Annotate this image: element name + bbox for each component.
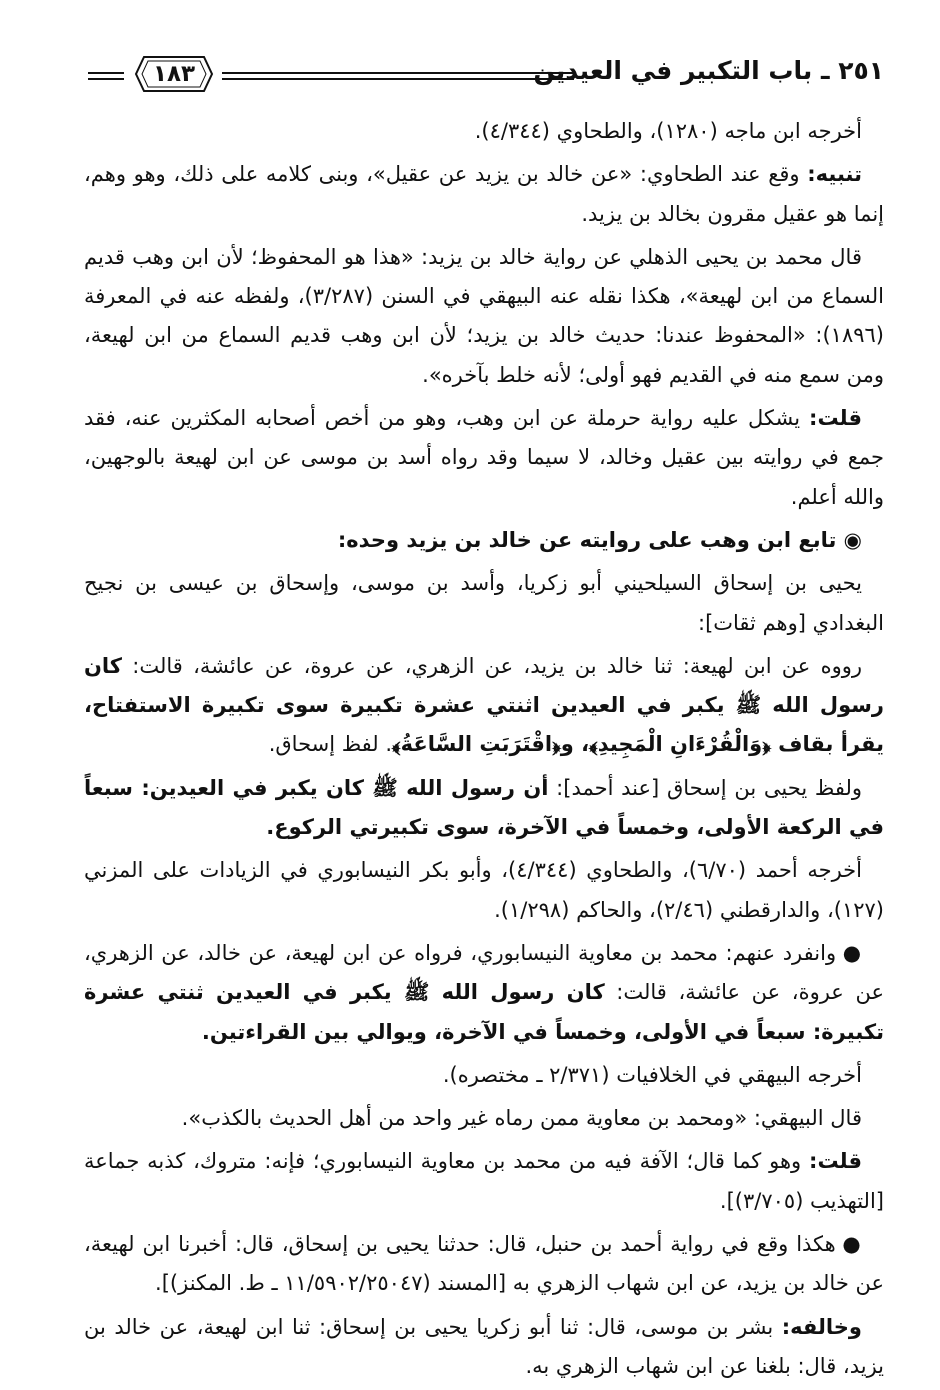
chapter-title: ٢٥١ ـ باب التكبير في العيدين <box>533 56 884 85</box>
paragraph-label: قلت: <box>809 1149 862 1174</box>
paragraph-text: أخرجه أحمد (٦/٧٠)، والطحاوي (٤/٣٤٤)، وأبو بكر النيسابوري في الزيادات على المزني (١٢٧)، والدارقطني (٢/٤٦)، والحاكم (١/٢٩٨). <box>84 858 884 922</box>
paragraph-text: قال محمد بن يحيى الذهلي عن رواية خالد بن يزيد: «هذا هو المحفوظ؛ لأن ابن وهب قديم السماع من ابن لهيعة»، هكذا نقله عنه البيهقي في السنن (٣/٢٨٧)، ولفظه عنه في المعرفة (١٨٩٦): «المحفوظ عندنا: حديث خالد بن يزيد؛ لأن ابن وهب قديم السماع من ابن لهيعة، ومن سمع منه في القديم فهو أولى؛ لأنه خلط بآخره». <box>84 244 884 387</box>
page-number: ١٨٣ <box>152 61 196 87</box>
page-number-badge <box>134 55 214 93</box>
paragraph-label: تنبيه: <box>807 162 862 187</box>
paragraph-text: وهو كما قال؛ الآفة فيه من محمد بن معاوية النيسابوري؛ فإنه: متروك، كذبه جماعة [التهذيب (٣/٧٠٥)]. <box>84 1149 884 1213</box>
paragraph <box>84 399 884 517</box>
hadith-text: كان رسول الله ﷺ يكبر في العيدين اثنتي عشرة تكبيرة سوى تكبيرة الاستفتاح، يقرأ بقاف ﴿وَالْقُرْءَانِ الْمَجِيدِ﴾، و﴿اقْتَرَبَتِ السَّاعَةُ﴾ <box>84 653 884 757</box>
header-rule-right-top <box>222 72 574 74</box>
paragraph <box>84 1056 884 1095</box>
bullet-icon: ● <box>842 1232 863 1257</box>
paragraph-text: . لفظ إسحاق. <box>268 732 393 757</box>
paragraph <box>84 769 884 848</box>
hadith-text: أن رسول الله ﷺ كان يكبر في العيدين: سبعاً في الركعة الأولى، وخمساً في الآخرة، سوى تكبيرتي الركوع. <box>84 775 884 840</box>
paragraph-text: يحيى بن إسحاق السيلحيني أبو زكريا، وأسد بن موسى، وإسحاق بن عيسى بن نجيح البغدادي [وهم ثقات]: <box>84 571 884 635</box>
bullet-icon: ● <box>842 940 862 965</box>
page-body <box>84 112 884 1390</box>
paragraph-text: ولفظ يحيى بن إسحاق [عند أحمد]: <box>548 775 862 800</box>
paragraph <box>84 155 884 234</box>
paragraph <box>84 934 884 1052</box>
paragraph <box>84 647 884 765</box>
paragraph-text: رووه عن ابن لهيعة: ثنا خالد بن يزيد، عن الزهري، عن عروة، عن عائشة، قالت: <box>122 653 862 678</box>
paragraph <box>84 521 884 560</box>
paragraph <box>84 1308 884 1387</box>
paragraph-text: هكذا وقع في رواية أحمد بن حنبل، قال: حدثنا يحيى بن إسحاق، قال: أخبرنا ابن لهيعة، عن خالد بن يزيد، عن ابن شهاب الزهري به [المسند (١١/٥٩٠٢/٢٥٠٤٧ ـ ط. المكنز)]. <box>84 1232 884 1296</box>
paragraph <box>84 112 884 151</box>
paragraph-text: أخرجه البيهقي في الخلافيات (٢/٣٧١ ـ مختصره). <box>442 1062 862 1087</box>
hadith-text: كان رسول الله ﷺ يكبر في العيدين ثنتي عشرة تكبيرة: سبعاً في الأولى، وخمساً في الآخرة، ويوالي بين القراءتين. <box>84 980 884 1044</box>
running-header <box>88 50 884 102</box>
paragraph-text: وقع عند الطحاوي: «عن خالد بن يزيد عن عقيل»، وبنى كلامه على ذلك، وهو وهم، إنما هو عقيل مقرون بخالد بن يزيد. <box>84 162 884 226</box>
paragraph <box>84 851 884 930</box>
paragraph-label: قلت: <box>809 406 862 431</box>
paragraph <box>84 238 884 395</box>
paragraph-text: أخرجه ابن ماجه (١٢٨٠)، والطحاوي (٤/٣٤٤). <box>474 119 862 143</box>
header-rule-bottom <box>88 78 124 80</box>
paragraph-text: بشر بن موسى، قال: ثنا أبو زكريا يحيى بن إسحاق: ثنا ابن لهيعة، عن خالد بن يزيد، قال: بلغنا عن ابن شهاب الزهري به. <box>84 1314 884 1378</box>
hadith-text: ◉ تابع ابن وهب على روايته عن خالد بن يزيد وحده: <box>337 527 862 552</box>
paragraph <box>84 1225 884 1304</box>
paragraph <box>84 1142 884 1221</box>
paragraph-text: وانفرد عنهم: محمد بن معاوية النيسابوري، فرواه عن ابن لهيعة، عن خالد، عن الزهري، عن عروة، عن عائشة، قالت: <box>84 940 884 1005</box>
paragraph-label: وخالفه: <box>781 1314 862 1339</box>
paragraph <box>84 1099 884 1138</box>
paragraph <box>84 564 884 643</box>
header-rule-top <box>88 72 124 74</box>
header-rule-right-bottom <box>222 78 574 80</box>
paragraph-text: يشكل عليه رواية حرملة عن ابن وهب، وهو من أخص أصحابه المكثرين عنه، فقد جمع في روايته بين عقيل وخالد، لا سيما وقد رواه أسد بن موسى عن ابن لهيعة بالوجهين، والله أعلم. <box>84 406 884 509</box>
paragraph-text: قال البيهقي: «ومحمد بن معاوية ممن رماه غير واحد من أهل الحديث بالكذب». <box>181 1106 862 1131</box>
